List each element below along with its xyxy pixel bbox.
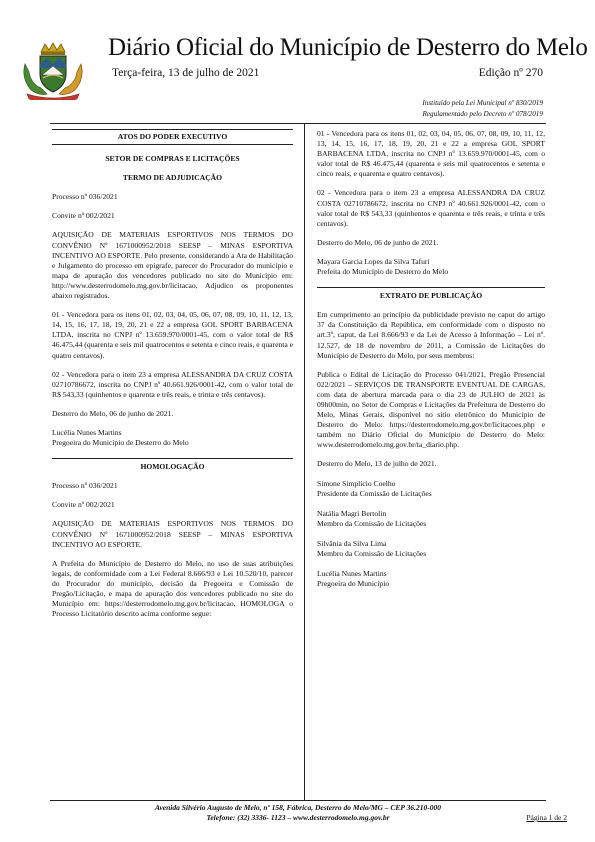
signer-name: Simone Simplício Coelho	[317, 478, 396, 488]
footer-address: Avenida Silvério Augusto de Melo, nº 158, Fábrica, Desterro do Melo/MG – CEP 36.210-000	[155, 803, 441, 812]
publication-intro: Em cumprimento ao princípio da publicidade previsto no caput do artigo 37 da Constituição da República, em conformidade com o disposto no art.3º, caput, da Lei 8.666/93 e da Lei de Acesso à Informação – Lei nº. 12.527, de 18 de novembro de 2011, a Comissão de Licitações do Município de Desterro do Melo, por seus membros:	[317, 310, 545, 360]
signer-role: Presidente da Comissão de Licitações	[317, 488, 432, 498]
section-heading-executive: ATOS DO PODER EXECUTIVO	[52, 129, 293, 145]
institution-note	[422, 98, 543, 120]
signature-block	[317, 569, 545, 589]
signer-role: Pregoeira do Município de Desterro do Melo	[52, 438, 189, 448]
homologation-date: Desterro do Melo, 06 de junho de 2021.	[317, 237, 439, 247]
winner-2: 02 - Vencedora para o item 23 a empresa ALESSANDRA DA CRUZ COSTA 02710786672, inscrita no CNPJ nº 40.661.926/0001-42, com o valor total de R$ 543,33 (quinhentos e quarenta e três reais, e trinta e três centavos).	[52, 369, 293, 399]
signature-block	[52, 428, 293, 448]
section-heading-purchasing: SETOR DE COMPRAS E LICITAÇÕES	[105, 154, 240, 164]
winner-1: 01 - Vencedora para os itens 01, 02, 03, 04, 05, 06, 07, 08, 09, 10, 11, 12, 13, 14, 15, 16, 17, 18, 19, 20, 21 e 22 a empresa GOL SPORT BARBACENA LTDA, inscrita no CNPJ nº 13.659.970/0001-45, com o valor total de R$ 46.475,44 (quarenta e seis mil quatrocentos e setenta e cinco reais, e quarenta e quatro centavos).	[317, 129, 545, 179]
institution-law: Instituído pela Lei Municipal nº 830/2019	[422, 99, 543, 107]
footer-divider	[50, 800, 546, 801]
publication-date: Desterro do Melo, 13 de julho de 2021.	[317, 459, 437, 469]
invitation-number: Convite nº 002/2021	[52, 211, 115, 221]
homologation-subject: AQUISIÇÃO DE MATERIAIS ESPORTIVOS NOS TERMOS DO CONVÊNIO Nº 1671000952/2018 SEESP – MINAS ESPORTIVA INCENTIVO AO ESPORTE.	[52, 519, 293, 549]
column-divider	[304, 123, 305, 800]
signer-name: Lucélia Nunes Martins	[52, 427, 122, 437]
signature-block	[317, 479, 545, 499]
issue-date: Terça-feira, 13 de julho de 2021	[112, 67, 260, 79]
signature-block	[317, 509, 545, 529]
municipal-coat-of-arms-icon	[17, 42, 89, 100]
signer-role: Membro da Comissão de Licitações	[317, 518, 427, 528]
process-number: Processo nº 036/2021	[52, 481, 118, 491]
adjudication-body: AQUISIÇÃO DE MATERIAIS ESPORTIVOS NOS TERMOS DO CONVÊNIO Nº 1671000952/2018 SEESP – MINAS ESPORTIVA INCENTIVO AO ESPORTE. Pelo presente, considerando a Ata de Habilitação e Julgamento do processo em epígrafe, parecer do Procurador do município e mapa de apuração dos vencedores publicado no site do Município em: http://www.desterrodomelo.mg.gov.br/licitacao, Adjudico os proponentes abaixo registrados.	[52, 230, 293, 301]
signature-block	[317, 257, 545, 277]
page-number: Página 1 de 2	[526, 813, 567, 822]
footer-contact: Telefone: (32) 3336- 1123 – www.desterrodomelo.mg.gov.br	[206, 813, 390, 822]
right-column	[317, 129, 545, 599]
section-heading-homologation: HOMOLOGAÇÃO	[52, 458, 293, 472]
signer-name: Lucélia Nunes Martins	[317, 569, 387, 579]
winner-1: 01 - Vencedora para os itens 01, 02, 03, 04, 05, 06, 07, 08, 09, 10, 11, 12, 13, 14, 15, 16, 17, 18, 19, 20, 21 e 22 a empresa GOL SPORT BARBACENA LTDA, inscrita no CNPJ nº 13.659.970/0001-45, com o valor total de R$ 46.475,44 (quarenta e seis mil quatrocentos e setenta e cinco reais, e quarenta e quatro centavos).	[52, 310, 293, 360]
signer-role: Pregoeira do Município	[317, 579, 390, 589]
institution-decree: Regulamentado pelo Decreto nº 078/2019	[422, 110, 543, 118]
signature-block	[317, 539, 545, 559]
signer-name: Natália Magri Bertolin	[317, 508, 387, 518]
section-heading-publication-extract: EXTRATO DE PUBLICAÇÃO	[317, 287, 545, 301]
header-divider	[50, 123, 546, 124]
homologation-body: A Prefeita do Município de Desterro do Melo, no uso de suas atribuições legais, de conformidade com a Lei Federal 8.666/93 e Lei 10.520/10, parecer do Procurador do município, decisão da Pregoeira e Comissão de Pregão/Licitação, e mapa de apuração dos vencedores publicado no site do Município em: https://desterrodomelo.mg.gov.br/licitacao, HOMOLOGA o Processo Licitatório descrito acima conforme segue:	[52, 558, 293, 619]
left-column	[52, 129, 293, 628]
gazette-title: Diário Oficial do Município de Desterro do Melo	[108, 34, 588, 61]
signer-role: Membro da Comissão de Licitações	[317, 549, 427, 558]
edition-number: Edição nº 270	[478, 67, 543, 79]
signer-name: Silvânia da Silva Lima	[317, 538, 387, 548]
section-heading-adjudication: TERMO DE ADJUDICAÇÃO	[122, 173, 223, 183]
signer-name: Mayara Garcia Lopes da Silva Tafuri	[317, 256, 430, 266]
publication-body: Publica o Edital de Licitação do Processo 041/2021, Pregão Presencial 022/2021 – SERVIÇOS DE TRANSPORTE EVENTUAL DE CARGAS, com data de abertura marcada para o dia 23 de JULHO de 2021 às 09h00min, no Setor de Compras e Licitações da Prefeitura de Desterro do Melo, Minas Gerais, disponível no sítio eletrônico do Município de Desterro do Melo: https://desterrodomelo.mg.gov.br/licitacoes.php e também no Diário Oficial do Município de Desterro do Melo: www.desterrodomelo.mg.gov.br/ta_diario.php.	[317, 369, 545, 450]
signer-role: Prefeita do Município de Desterro do Melo	[317, 267, 449, 277]
process-number: Processo nº 036/2021	[52, 192, 118, 202]
invitation-number: Convite nº 002/2021	[52, 500, 115, 510]
winner-2: 02 - Vencedora para o item 23 a empresa ALESSANDRA DA CRUZ COSTA 02710786672, inscrita no CNPJ nº 40.661.926/0001-42, com o valor total de R$ 543,33 (quinhentos e quarenta e três reais, e trinta e três centavos).	[317, 188, 545, 228]
adjudication-date: Desterro do Melo, 06 de junho de 2021.	[52, 408, 174, 418]
